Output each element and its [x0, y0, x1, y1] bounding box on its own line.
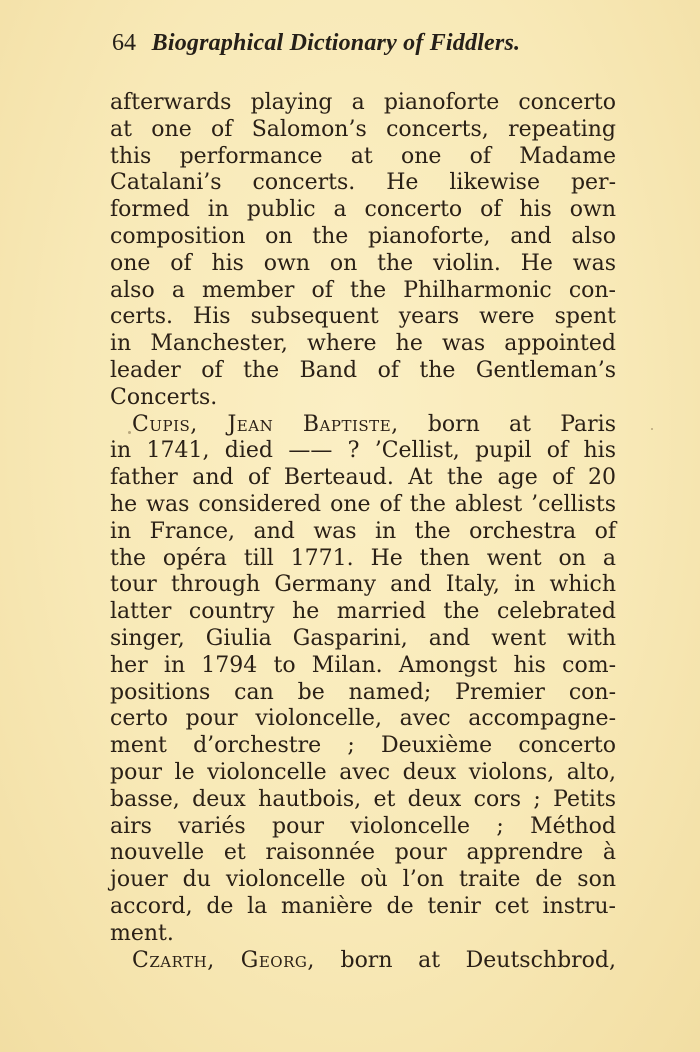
text-line: formed in public a concerto of his own [110, 197, 616, 223]
text-line: in France, and was in the orchestra of [110, 518, 616, 544]
text-line: composition on the pianoforte, and also [110, 223, 616, 249]
entry-text: born at Paris [398, 411, 616, 437]
text-line: certo pour violoncelle, avec accompagne- [110, 706, 616, 732]
text-line: also a member of the Philharmonic con- [110, 277, 616, 303]
entry-heading-line [110, 948, 616, 975]
text-line: jouer du violoncelle où l’on traite de son [110, 867, 616, 893]
text-line: Catalani’s concerts. He likewise per- [110, 170, 616, 196]
text-line: in 1741, died —— ? ’Cellist, pupil of his [110, 438, 616, 464]
text-line: singer, Giulia Gasparini, and went with [110, 625, 616, 651]
text-line: accord, de la manière de tenir cet instru- [110, 893, 616, 919]
text-line: the opéra till 1771. He then went on a [110, 545, 616, 571]
text-line: ment d’orchestre ; Deuxième concerto [110, 733, 616, 759]
text-line: leader of the Band of the Gentleman’s [110, 357, 616, 383]
page-body-text [110, 90, 616, 974]
text-line: basse, deux hautbois, et deux cors ; Petits [110, 786, 616, 812]
text-line: afterwards playing a pianoforte concerto [110, 90, 616, 115]
text-line: certs. His subsequent years were spent [110, 304, 616, 330]
entry-text: born at Deutschbrod, [314, 947, 617, 973]
text-line: airs variés pour violoncelle ; Méthod [110, 813, 616, 839]
text-line: in Manchester, where he was appointed [110, 331, 616, 357]
text-line: pour le violoncelle avec deux violons, alto, [110, 759, 616, 785]
text-line: latter country he married the celebrated [110, 599, 616, 625]
page-number: 64 [112, 30, 136, 56]
print-speck [651, 428, 653, 430]
text-line: ment. [110, 920, 174, 946]
entry-name: Cupis, Jean Baptiste, [132, 411, 399, 437]
text-line: one of his own on the violin. He was [110, 250, 616, 276]
text-line: Concerts. [110, 384, 218, 410]
entry-heading-line [110, 412, 616, 439]
text-line: tour through Germany and Italy, in which [110, 572, 616, 598]
print-speck [128, 431, 131, 434]
running-title: Biographical Dictionary of Fiddlers. [151, 30, 521, 56]
text-line: positions can be named; Premier con- [110, 679, 616, 705]
text-line: her in 1794 to Milan. Amongst his com- [110, 652, 616, 678]
text-line: father and of Berteaud. At the age of 20 [110, 465, 616, 491]
text-line: nouvelle et raisonnée pour apprendre à [110, 840, 616, 866]
text-line: at one of Salomon’s concerts, repeating [110, 116, 616, 142]
entry-name: Czarth, Georg, [132, 947, 315, 973]
page-header [112, 30, 520, 55]
text-line: this performance at one of Madame [110, 143, 616, 169]
text-line: he was considered one of the ablest ’cellists [110, 491, 616, 517]
